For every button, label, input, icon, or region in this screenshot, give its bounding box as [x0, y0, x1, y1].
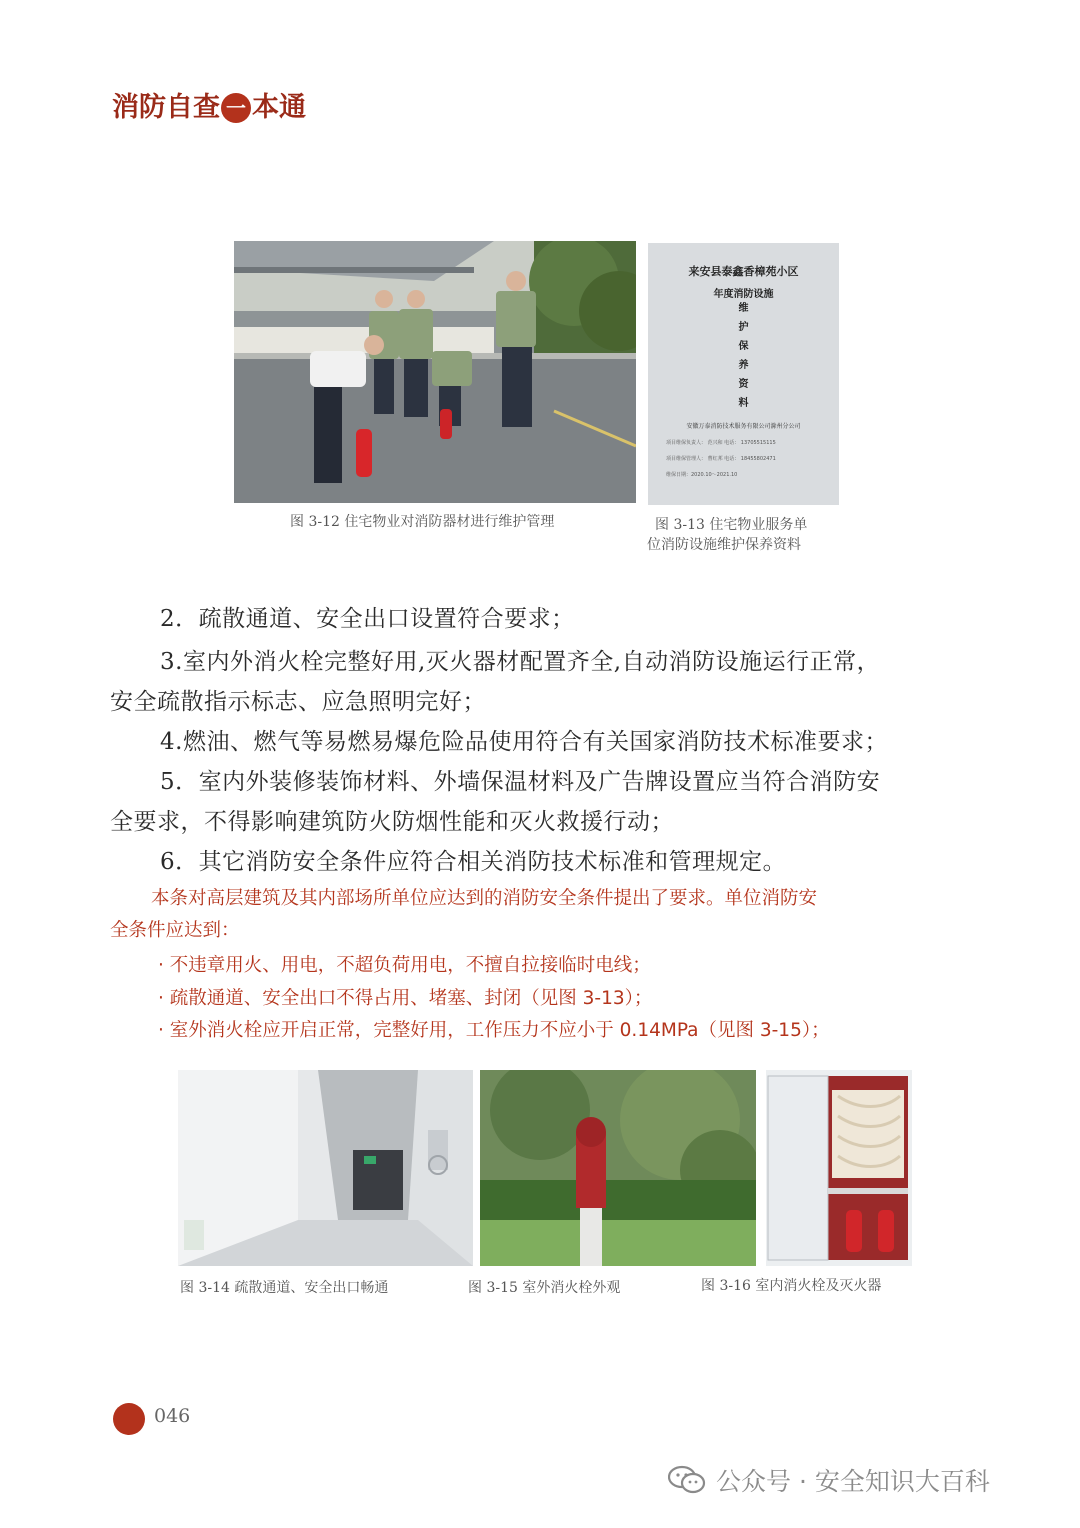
doc-title-line1: 来安县泰鑫香樟苑小区: [688, 265, 799, 278]
doc-vertical-text: [648, 299, 839, 413]
logo-char: 消: [112, 92, 139, 123]
doc-line: 维保日期：2020.10～2021.10: [666, 472, 738, 478]
doc-vertical-char: 维: [738, 303, 749, 314]
photo-fig-3-14: [178, 1070, 473, 1266]
caption-fig-3-12: 图 3-12 住宅物业对消防器材进行维护管理: [290, 514, 555, 530]
paragraph: 安全疏散指示标志、应急照明完好；: [110, 689, 486, 715]
watermark: [668, 1462, 990, 1498]
photo-fig-3-13: [648, 243, 839, 505]
logo-char: 自: [166, 92, 193, 123]
logo-char: 本: [252, 92, 279, 123]
bullet-text: 不违章用火、用电，不超负荷用电，不擅自拉接临时电线；: [169, 955, 651, 976]
paragraph: 全要求，不得影响建筑防火防烟性能和灭火救援行动；: [110, 809, 674, 835]
photo-fig-3-15: [480, 1070, 756, 1266]
watermark-text: 公众号 · 安全知识大百科: [716, 1467, 990, 1496]
caption-fig-3-14: 图 3-14 疏散通道、安全出口畅通: [180, 1280, 389, 1296]
note-line: 本条对高层建筑及其内部场所单位应达到的消防安全条件提出了要求。单位消防安: [151, 888, 818, 909]
bullet-mark: ·: [158, 955, 164, 976]
doc-title-line2: 年度消防设施: [713, 289, 774, 300]
wechat-icon: [668, 1465, 706, 1495]
photo-fig-3-12: [234, 241, 636, 503]
paragraph: 5．室内外装修装饰材料、外墙保温材料及广告牌设置应当符合消防安: [160, 769, 881, 795]
logo-char: 一: [221, 93, 251, 123]
bullet-item: [158, 951, 651, 977]
bullet-mark: ·: [158, 988, 164, 1009]
caption-fig-3-13-line2: 位消防设施维护保养资料: [647, 537, 801, 553]
bullet-item: [158, 1016, 830, 1042]
bullet-mark: ·: [158, 1020, 164, 1041]
doc-line: 项目维保管理人： 曹红邦 电话： 18455802471: [666, 456, 776, 462]
note-line: 全条件应达到：: [110, 920, 240, 941]
bullet-text: 室外消火栓应开启正常，完整好用，工作压力不应小于 0.14MPa（见图 3-15）；: [169, 1020, 830, 1041]
doc-vertical-char: 资: [738, 379, 749, 390]
paragraph: 6．其它消防安全条件应符合相关消防技术标准和管理规定。: [160, 849, 787, 875]
paragraph: 2．疏散通道、安全出口设置符合要求；: [160, 606, 575, 632]
doc-vertical-char: 养: [738, 360, 749, 371]
photo-fig-3-16: [766, 1070, 912, 1266]
doc-vertical-char: 护: [738, 322, 749, 333]
doc-company: 安徽万泰消防技术服务有限公司滁州分公司: [686, 423, 801, 430]
page-number: 046: [154, 1405, 191, 1427]
caption-fig-3-16: 图 3-16 室内消火栓及灭火器: [701, 1278, 882, 1294]
paragraph: 3.室内外消火栓完整好用,灭火器材配置齐全,自动消防设施运行正常，: [160, 649, 881, 675]
bullet-text: 疏散通道、安全出口不得占用、堵塞、封闭（见图 3-13）；: [169, 988, 653, 1009]
caption-fig-3-15: 图 3-15 室外消火栓外观: [468, 1280, 621, 1296]
doc-vertical-char: 保: [738, 341, 749, 352]
logo-char: 防: [139, 92, 166, 123]
page-number-dot: [113, 1403, 145, 1435]
paragraph: 4.燃油、燃气等易燃易爆危险品使用符合有关国家消防技术标准要求；: [160, 729, 888, 755]
logo-char: 查: [193, 92, 220, 123]
doc-line: 项目维保负责人： 范兴和 电话： 13705515115: [666, 440, 776, 446]
caption-fig-3-13-line1: 图 3-13 住宅物业服务单: [655, 517, 808, 533]
doc-vertical-char: 料: [738, 398, 749, 409]
header-logo: [112, 90, 306, 126]
bullet-item: [158, 984, 652, 1010]
logo-char: 通: [279, 92, 306, 123]
